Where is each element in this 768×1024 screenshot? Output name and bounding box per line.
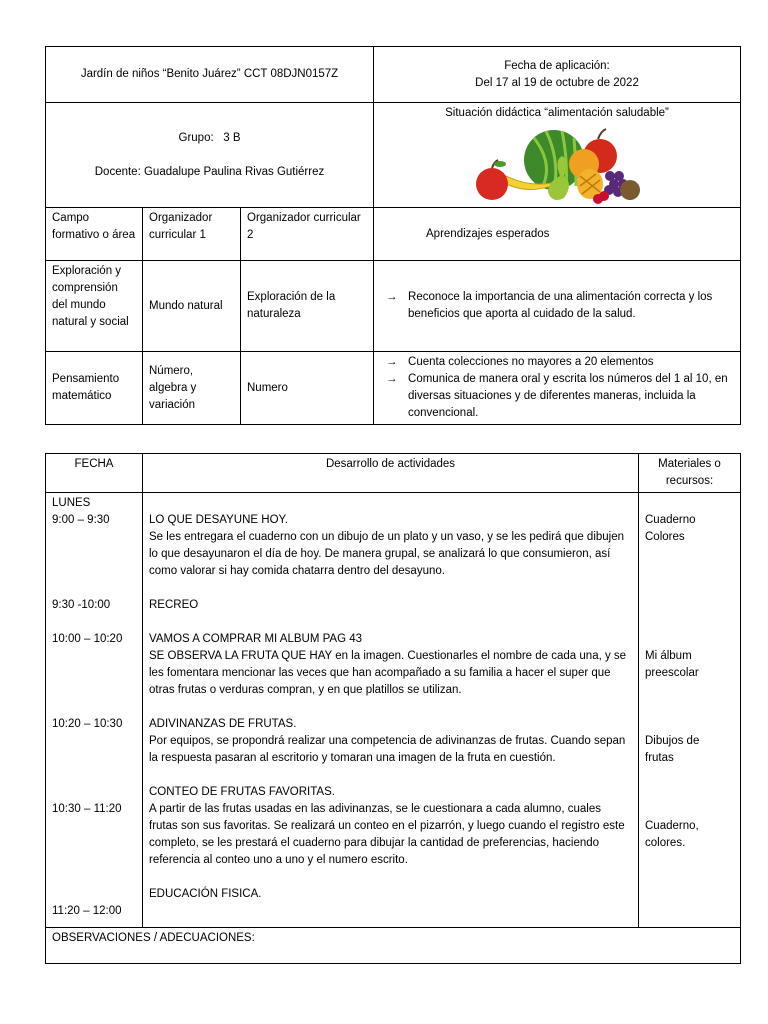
material-item: Cuaderno, bbox=[645, 820, 699, 832]
time-slot: 9:00 – 9:30 bbox=[52, 514, 110, 526]
time-slot: 10:20 – 10:30 bbox=[52, 718, 123, 730]
planning-table bbox=[45, 46, 741, 425]
activity-block bbox=[149, 512, 632, 580]
aprendizaje-item: → Cuenta colecciones no mayores a 20 elementos bbox=[386, 356, 654, 368]
kiwi-icon bbox=[620, 180, 640, 200]
fruit-basket-image bbox=[472, 124, 642, 204]
time-slot: 10:00 – 10:20 bbox=[52, 633, 123, 645]
date-value: Del 17 al 19 de octubre de 2022 bbox=[475, 76, 639, 89]
activity-block bbox=[149, 886, 632, 903]
activity-block bbox=[149, 631, 632, 699]
time-slot: 9:30 -10:00 bbox=[52, 599, 111, 611]
material-item: frutas bbox=[645, 752, 674, 764]
material-item: preescolar bbox=[645, 667, 699, 679]
row1-campo: Exploración y comprensión del mundo natural y social bbox=[46, 261, 143, 352]
row2-org2: Numero bbox=[241, 352, 374, 425]
materials-column bbox=[639, 493, 741, 928]
teacher-name: Docente: Guadalupe Paulina Rivas Gutiérrez bbox=[94, 165, 325, 178]
material-item: Colores bbox=[645, 531, 685, 543]
activity-text: SE OBSERVA LA FRUTA QUE HAY en la imagen. Cuestionarles el nombre de cada una, y se les fomentara mencionar las veces que han acompañado a su familia a hacer el super que otras frutas o verduras compran, y en que platillos se utilizan. bbox=[149, 650, 627, 696]
row2-aprendizajes bbox=[374, 352, 741, 425]
group-teacher-cell bbox=[46, 103, 374, 208]
red-apple-icon bbox=[476, 168, 508, 200]
header-aprendizajes: Aprendizajes esperados bbox=[374, 208, 741, 261]
observations-cell bbox=[46, 928, 741, 964]
aprendizaje-item: → Reconoce la importancia de una alimentación correcta y los beneficios que aporta al cuidado de la salud. bbox=[386, 291, 713, 320]
row2-campo: Pensamiento matemático bbox=[46, 352, 143, 425]
activities-table bbox=[45, 453, 741, 964]
activity-title: ADIVINANZAS DE FRUTAS. bbox=[149, 718, 297, 730]
header-materiales: Materiales o recursos: bbox=[639, 454, 741, 493]
date-label: Fecha de aplicación: bbox=[504, 59, 610, 72]
activity-title: EDUCACIÓN FISICA. bbox=[149, 888, 262, 900]
activity-title: CONTEO DE FRUTAS FAVORITAS. bbox=[149, 786, 335, 798]
activity-text: Se les entregara el cuaderno con un dibujo de un plato y un vaso, y se les pedirá que dibujen lo que desayunaron el día de hoy. De manera grupal, se analizará lo que consumieron, así como valorar si hay comida chatarra dentro del desayuno. bbox=[149, 531, 625, 577]
header-fecha: FECHA bbox=[46, 454, 143, 493]
school-name: Jardín de niños “Benito Juárez” CCT 08DJN0157Z bbox=[80, 68, 339, 80]
activity-block bbox=[149, 597, 632, 614]
material-item: Dibujos de bbox=[645, 735, 700, 747]
activity-title: VAMOS A COMPRAR MI ALBUM PAG 43 bbox=[149, 633, 363, 645]
activities-column bbox=[143, 493, 639, 928]
activity-text: Por equipos, se propondrá realizar una competencia de adivinanzas de frutas. Cuando sepan la respuesta pasaran al escritorio y tomaran una imagen de la fruta en cuestión. bbox=[149, 735, 626, 764]
material-item: Cuaderno bbox=[645, 514, 696, 526]
situation-title: Situación didáctica “alimentación saludable” bbox=[445, 107, 669, 119]
aprendizaje-item: → Comunica de manera oral y escrita los números del 1 al 10, en diversas situaciones y de diferentes maneras, incluida la convencional. bbox=[386, 373, 728, 419]
material-item: colores. bbox=[645, 837, 686, 849]
day-label: LUNES bbox=[52, 497, 91, 509]
activity-title: RECREO bbox=[149, 599, 199, 611]
header-desarrollo: Desarrollo de actividades bbox=[143, 454, 639, 493]
activity-block bbox=[149, 784, 632, 869]
situation-cell bbox=[374, 103, 741, 208]
row1-aprendizajes bbox=[374, 261, 741, 352]
time-slot: 10:30 – 11:20 bbox=[52, 803, 122, 815]
school-cell bbox=[46, 47, 374, 103]
row1-org1: Mundo natural bbox=[143, 261, 241, 352]
header-org1: Organizador curricular 1 bbox=[143, 208, 241, 261]
activity-title: LO QUE DESAYUNE HOY. bbox=[149, 514, 288, 526]
time-slot: 11:20 – 12:00 bbox=[52, 905, 122, 917]
group-label: Grupo: 3 B bbox=[178, 131, 241, 144]
row2-org1: Número, algebra y variación bbox=[143, 352, 241, 425]
times-column bbox=[46, 493, 143, 928]
header-campo: Campo formativo o área bbox=[46, 208, 143, 261]
material-item: Mi álbum bbox=[645, 650, 692, 662]
row1-org2: Exploración de la naturaleza bbox=[241, 261, 374, 352]
date-cell bbox=[374, 47, 741, 103]
observations-label: OBSERVACIONES / ADECUACIONES: bbox=[52, 932, 255, 944]
activity-text: A partir de las frutas usadas en las adivinanzas, se le cuestionara a cada alumno, cuales frutas son sus favoritas. Se realizará un conteo en el pizarrón, y luego cuando el registro este completo, se les prestará el cuaderno para dibujar la cantidad de preferencias, haciendo referencia al conteo uno a uno y el numero escrito. bbox=[149, 803, 625, 866]
header-org2: Organizador curricular 2 bbox=[241, 208, 374, 261]
activity-block bbox=[149, 716, 632, 767]
